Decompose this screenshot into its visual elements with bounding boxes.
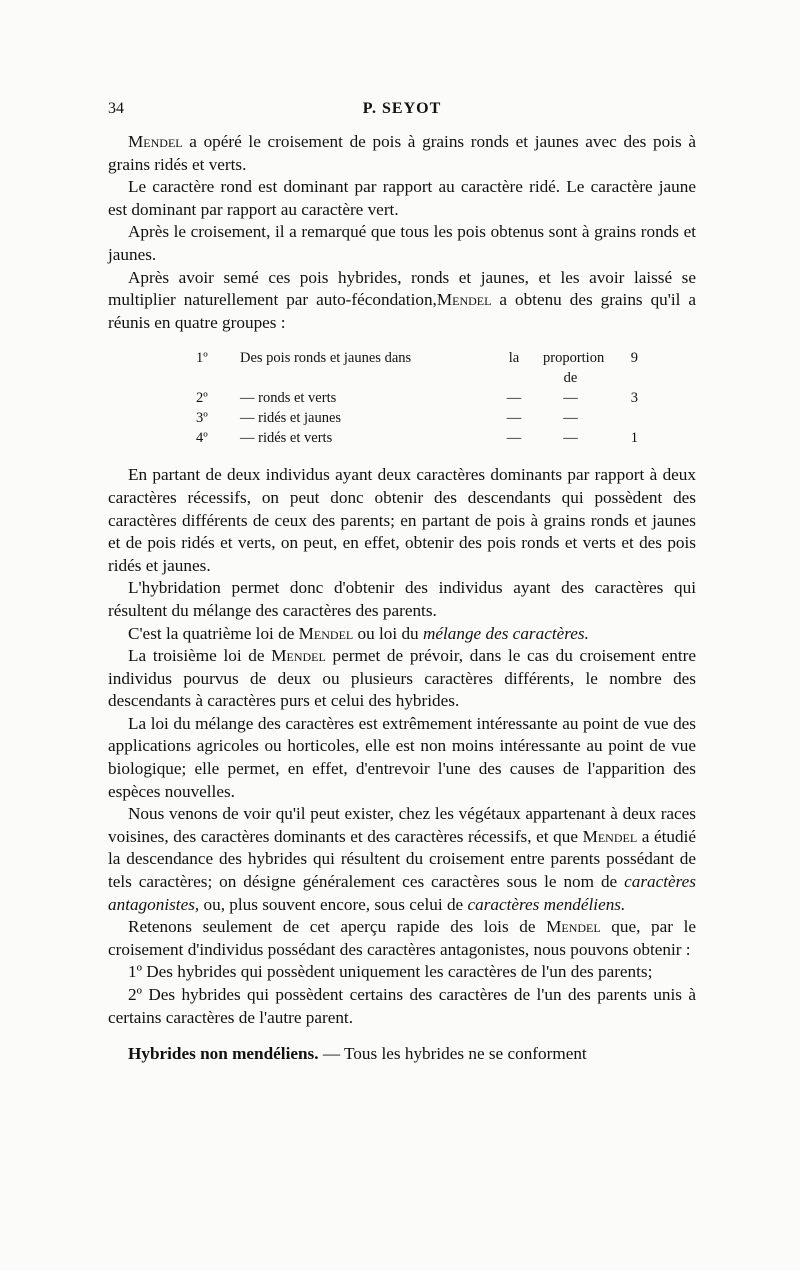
author-name: Mendel xyxy=(436,290,492,310)
group-row: 3º — ridés et jaunes — — xyxy=(196,410,578,427)
author-name: Mendel xyxy=(271,646,326,666)
page-number: 34 xyxy=(108,100,124,117)
author-name: Mendel xyxy=(582,826,638,846)
paragraph: Après le croisement, il a remarqué que tous les pois obtenus sont à grains ronds et jaunes. xyxy=(108,222,696,264)
paragraph: Hybrides non mendéliens. — Tous les hybrides ne se conforment xyxy=(128,1044,587,1064)
italic-term: caractères mendéliens. xyxy=(467,894,626,914)
author-name: Mendel xyxy=(298,623,354,643)
paragraph: C'est la quatrième loi de Mendel ou loi du mélange des caractères. xyxy=(128,623,589,643)
group-row: 2º — ronds et verts — — 3 xyxy=(196,390,638,407)
page-header xyxy=(108,100,696,120)
paragraph: L'hybridation permet donc d'obtenir des individus ayant des caractères qui résultent du mélange des caractères des parents. xyxy=(108,578,696,620)
author-name: Mendel xyxy=(546,917,601,937)
paragraph: La troisième loi de Mendel permet de prévoir, dans le cas du croisement entre individus pourvus de deux ou plusieurs caractères différents, le nombre des descendants à caractères purs et celui des hybrides. xyxy=(108,646,697,711)
running-head: P. SEYOT xyxy=(362,100,442,117)
paragraph: Après avoir semé ces pois hybrides, ronds et jaunes, et les avoir laissé se multiplier naturellement par auto-fécondation,Mendel a obtenu des grains qu'il a réunis en quatre groupes : xyxy=(108,267,696,332)
groups-table xyxy=(196,348,696,448)
paragraph: Le caractère rond est dominant par rapport au caractère ridé. Le caractère jaune est dominant par rapport au caractère vert. xyxy=(108,177,696,219)
paragraph: Nous venons de voir qu'il peut exister, chez les végétaux appartenant à deux races voisines, des caractères dominants et des caractères récessifs, et que Mendel a étudié la descendance des hybrides qui résultent du croisement entre parents possédant de tels caractères; on désigne généralement ces caractères sous le nom de caractères antagonistes, ou, plus souvent encore, sous celui de caractères mendéliens. xyxy=(108,804,697,914)
paragraph: 1º Des hybrides qui possèdent uniquement les caractères de l'un des parents; xyxy=(128,962,653,982)
italic-term: mélange des caractères. xyxy=(422,623,589,643)
italic-term: caractères antagonistes, xyxy=(108,872,696,914)
author-name: Mendel xyxy=(128,132,183,151)
group-row: 1º Des pois ronds et jaunes dans la proportion de 9 xyxy=(196,350,638,387)
paragraph: En partant de deux individus ayant deux caractères dominants par rapport à deux caractères récessifs, on peut donc obtenir des descendants qui possèdent des caractères différents de ceux des parents; en partant de pois à grains ronds et jaunes et de pois ridés et verts, on peut, en effet, obtenir des pois ronds et verts et des pois ridés et jaunes. xyxy=(108,465,696,575)
paragraph: 2º Des hybrides qui possèdent certains des caractères de l'un des parents unis à certains caractères de l'autre parent. xyxy=(108,985,696,1027)
paragraph: Mendel a opéré le croisement de pois à grains ronds et jaunes avec des pois à grains ridés et verts. xyxy=(108,132,696,174)
paragraph: Retenons seulement de cet aperçu rapide des lois de Mendel que, par le croisement d'individus possédant des caractères antagonistes, nous pouvons obtenir : xyxy=(108,917,696,959)
body-text xyxy=(108,131,696,1066)
section-heading: Hybrides non mendéliens. xyxy=(128,1044,319,1064)
paragraph: La loi du mélange des caractères est extrêmement intéressante au point de vue des applications agricoles ou horticoles, elle est non moins intéressante au point de vue biologique; elle permet, en effet, d'entrevoir l'une des causes de l'apparition des espèces nouvelles. xyxy=(108,713,696,801)
group-row: 4º — ridés et verts — — 1 xyxy=(196,430,638,447)
